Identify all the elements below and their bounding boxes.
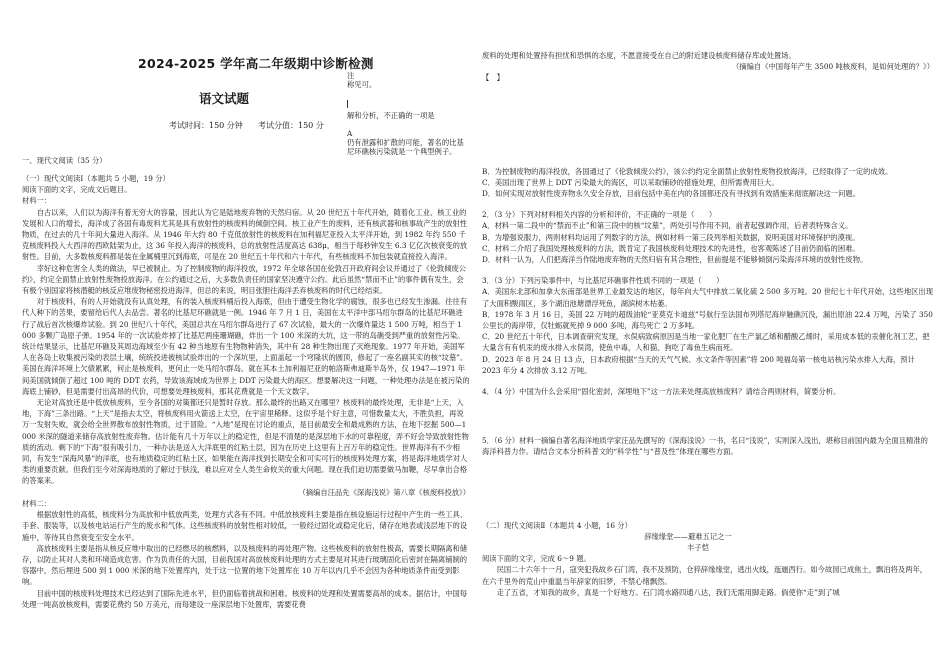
story-title: 辞缘缘堂——避难五记之一	[644, 531, 732, 541]
subject-title: 语文试题	[199, 91, 250, 106]
answer-bracket: 【 】	[482, 73, 504, 83]
stray-note-c: 解和分析，不正确的一项是	[347, 111, 435, 120]
section-heading-1: 一、现代文阅读（35 分）	[22, 156, 107, 165]
material1-para2: 幸好这种危害全人类的做法，早已被制止。为了控制废物的海洋投放，1972 年全球各国在伦敦召开政府间会议并通过了《伦敦倾废公约》，约定全面禁止放射性废物投放海洋。在公约通过之后，大多数负责任的国家坚决遵守公约。此后虽然“禁而不止”的事件偶有发生，会有极个别国家将核潜艇的核反应堆废物秘密投进海洋，但总的来说，明目张胆往海洋丢弃核废料的时代已经结束。	[22, 263, 467, 296]
q3-option-b: B．1978 年 3 月 16 日，美国 22 万吨的超级油轮“亚莫克卡迪兹”号航行至法国布列塔尼海岸触礁沉没，漏出原油 22.4 万吨，污染了 350 公里长的海岸带，仅牡蛎就死掉 9 000 多吨，海鸟死亡 2 万多吨。	[482, 309, 933, 331]
material2-label: 材料二：	[22, 498, 52, 508]
q3-stem: 3．（3 分）下列污染事件中，与比基尼环礁事件性质不同的一项是（ ）	[482, 276, 724, 286]
left-column	[22, 173, 470, 610]
material2-source: （摘编自《中国每年产生 3500 吨核废料，是如何处理的？》）	[732, 62, 934, 72]
stray-note-a: 注	[347, 71, 355, 80]
q2-option-d: D．材料一认为，人们把海洋当作陆地废弃物的天然归宿有其合理性，但前提是不能够倾倒污染海洋环境的放射性废物。	[482, 255, 868, 265]
material1-para3: 对于核废料，有的人开始就没有认真处理，有的装入核废料桶后投入海底，但由于遭受生物化学的腐蚀，很多也已经发生渗漏。往往有代人种下的苦果，要留给后代人去品尝。著名的比基尼环礁就是一例。1946 年 7 月 1 日，美国在太平洋中部马绍尔群岛的比基尼环礁进行了战后首次核爆炸试验。到 20 世纪八十年代，美国总共在马绍尔群岛进行了 67 次试验，最大的一次爆炸量达 1 500 万吨，相当于 1 000 多颗广岛原子弹。1954 年的一次试验炸掉了比基尼两座珊瑚礁，炸出一个 100 米深的大坑，这一带的岛礁受到严重的放射性污染。统计结果显示，比基尼环礁及其周边海域至少有 42 种当地原有生物物种消失，其中有 28 种生物出现了灭绝现象。1977 年开始，美国军人在各岛上收集被污染的表层土壤，统统投进被核试验炸出的一个深坑里，上面盖起一个穹隆状的圆顶，修起了一座名副其实的核“坟墓”。美国在海洋坏境上欠债累累，何止是核废料，更何止一处马绍尔群岛。就在其本土加利福尼亚的帕洛斯弗迪斯半岛外，仅 1947—1971 年间美国就倾倒了超过 100 吨的 DDT 农药，导致该海域成为世界上 DDT 污染最大的海区。想要解决这一问题，一种处理办法是在被污染的海底上铺砂，但是需要付出高昂的代价，可想要处理核废料，那其花费就是一个天文数字。	[22, 297, 470, 396]
q3-option-c: C．20 世纪五十年代，日本调查研究发现，水俣病致病原因是当地一家化肥厂在生产氯乙烯和醋酸乙烯时，采用成本低的汞催化剂工艺，把大量含有有机汞的废水排入水俣湾，使鱼中毒，人和猫、狗吃了毒鱼生病而死。	[482, 332, 930, 353]
q2-option-c: C．材料二介绍了我国处理核废料的方法，既肯定了我国核废料处理技术的先进性，也客观陈述了目前仍面临的困难。	[482, 243, 860, 253]
stray-note-marker: A	[347, 129, 353, 138]
exam-time: 考试时间：150 分钟	[169, 121, 243, 130]
stray-note-e: 尼环礁核污染就是一个典型例子。	[347, 147, 457, 156]
material1-para1: 自古以来，人们以为海洋有着无穷大的容量，因此认为它是陆地废弃物的天然归宿。从 20 世纪五十年代开始，随着化工业、核工业的发展和人口的增长，海洋成了各国有毒废料尤其是具有放射性的核废料的倾倒空间。核工业产生的废料，还有核武器和核事故产生的放射性物质，在过去的几十年间大量进入海洋。从 1946 年大约 80 千克低放射性的核废料在加利福尼亚投入太平洋开始，到 1982 年约 550 千克核废料投入大西洋的西欧陆架为止，这 36 年投入海洋的核废料，总的放射性活度高达 638μ，相当于每秒钟发生 6.3 亿亿次核衰变的放射性。目前，大多数核废料都是装在金属桶里沉到海底，可是在 20 世纪五十年代和六十年代，有些核废料不加包装就直接投入海洋。	[22, 207, 468, 262]
stray-note-d: 仍有泄露和扩散的可能，著名的比基	[347, 138, 464, 147]
story-author: 丰子恺	[687, 543, 709, 553]
q3-option-a: A．美国东北部和加拿大东南部是世界工业最发达的地区，每年向大气中排放二氧化硫 2 500 多万吨。20 世纪七十年代开始，这些地区出现了大面积酸雨区，多个湖泊池塘漂浮死鱼，湖滨树木枯萎。	[482, 287, 934, 308]
material1-label: 材料一：	[22, 196, 52, 206]
q1-option-d: D．如何实现对放射性废弃物永久安全存放，目前包括中美在内的各国都还没有寻找到有效措施来彻底解决这一问题。	[482, 189, 860, 199]
material2-continued: 废料的处理和处置持有担忧和恐惧的态度，不愿意接受在自己的附近建设核废料储存库或处置场。	[482, 51, 796, 60]
right-column	[482, 50, 934, 598]
q1-option-c: C．美国出现了世界上 DDT 污染最大的海区，可以采取铺砂的措施处理，但所需费用巨大。	[482, 177, 779, 187]
reading-instructions-2: 阅读下面的文字，完成 6～9 题。	[482, 554, 591, 564]
q5-stem: 5．（6 分）材料一摘编自著名海洋地质学家汪品先撰写的《深海浅说》一书，名曰“浅说”，实则深入浅出，堪称目前国内最为全面且精准的海洋科普力作。请结合文本分析科普文的“科学性”与“普及性”体现在哪些方面。	[482, 436, 928, 457]
exam-title: 2024-2025 学年高二年级期中诊断检测	[138, 56, 374, 71]
q2-option-b: B．为增强说服力，两则材料均运用了列数字的方法，例如材料一第三段列举相关数据，说明美国对环境保护的漠视。	[482, 232, 860, 242]
q1-option-b: B．为控制废物的海洋投放，各国通过了《伦敦倾废公约》，该公约约定全面禁止放射性废物投放海洋，已经取得了一定的成效。	[482, 166, 893, 176]
material1-para4: 无论对高放还是中低放核废料，至今各国的对策都还只是暂时存放。那么最终的出路又在哪里？核废料的最终处理，无非是“上天，入地，下海”三条出路。“上天”是指去太空，将核废料用火箭送上太空，在宇宙里稀释。这似乎是个好主意，可惜数量太大，不胜负担，再说万一发射失败，就会给全世界散布放射性物质，过于冒险。“入地”是现在讨论的重点，是目前最安全和最成熟的方法，在地下挖掘 500—1 000 米深的隧道来储存高放射性废弃物。估计能有几十万年以上的稳定性，但是不清楚的是深层地下水的可靠程度，弄不好会导致放射性物质的流动。剩下的“下海”很有吸引力，一种办法是送入大洋底里的红粘土层，因为在历史上这里有上百万年的稳定性。世界海洋有不少相同，有发生“深海风暴”的洋底，也有地质稳定的红粘土区，如果能在海洋找到长期安全和可实可行的核废料处理方案，将是海洋地质学对人类的重要贡献。但我们至今对深海地质的了解过于肤浅，难以应对全人类生命攸关的重大问题。现在我们迫切需要做马加鞭，尽早拿出合格的答案来。	[22, 398, 469, 486]
material2-para1: 根据放射性的高低，核废料分为高放和中低放两类，处理方式各有不同。中低放核废料主要是指在核设施运行过程中产生的一些工具、手套、服装等，以及核电站运行产生的废水和气体。这些核废料的放射性相对较低，一般经过固化或稳定化后，储存在地表或浅层地下的设施中，等待其自然衰变至安全水平。	[22, 510, 468, 542]
exam-score: 考试分值：150 分	[258, 121, 324, 130]
subsection-heading-1: （一）现代文阅读Ⅰ（本题共 5 小题，19 分）	[22, 174, 170, 183]
q2-stem: 2．（3 分）下列对材料相关内容的分析和评价，不正确的一项是（ ）	[482, 210, 717, 220]
material1-source: （摘编自汪品先《深海浅说》第八章《核废料投放》）	[298, 487, 470, 497]
subsection-heading-2: （二）现代文阅读Ⅱ（本题共 4 小题，16 分）	[482, 520, 632, 530]
material2-para3: 目前中国的核废料处理技术已经达到了国际先进水平，但仍面临着挑战和困难。核废料的处理和处置需要高昂的成本。据估计，中国每处理一吨高放核废料，需要花费约 50 万美元，而每建设一座深层地下处置库，需要花费	[22, 588, 468, 609]
story-para1: 民国二十六年十一月，寇突犯我故乡石门湾，我不及预防，仓猝辞缘缘堂，逃出火线，迤逦西行。如今故园已成焦土，飘泊将及两年，在六千里外的荒山中重温当年辞家的旧梦，不禁心绪飘然。	[482, 565, 928, 586]
q3-option-d: D．2023 年 8 月 24 日 13 点，日本政府根据“当天的天气气候、水文条件等因素”将 200 吨福岛第一核电站核污染水排入大海，预计 2023 年分 4 次排放 3.12 万吨。	[482, 354, 915, 375]
stray-note-bar	[347, 100, 348, 108]
story-para2: 走了五省，才知我的故乡，真是一个好地方。石门湾水路四通八达，我们无需用脚走路。倘使你“走”到了城	[496, 587, 840, 597]
reading-instructions: 阅读下面的文字，完成文后题目。	[22, 185, 132, 195]
material2-para2: 高放核废料主要是指从核反应堆中取出的已经燃尽的核燃料，以及核废料的再处理产物。这些核废料的放射性极高，需要长期隔离和储存，以防止其对人类和环境造成危害。作为负责任的大国，目前我国对高放核废料处理的方式主要是对其进行玻璃固化后密封在隔离铺制的容器中，然后埋进 500 到 1 000 米深的地下处置库内，处于这一位置的地下处置库在 10 万年以内几乎不会因为各种地质条件而受到影响。	[22, 543, 468, 587]
stray-note-b: 称见可。	[347, 80, 377, 89]
q2-option-a: A．材料一第二段中的“禁而不止”和第三段中的核“坟墓”，两处引号作用不同，前者起强调作用，后者表特殊含义。	[482, 221, 853, 231]
q4-stem: 4．（4 分）中国为什么会采用“固化密封，深埋地下”这一方法来处理高放核废料？请结合两则材料，简要分析。	[482, 387, 841, 397]
